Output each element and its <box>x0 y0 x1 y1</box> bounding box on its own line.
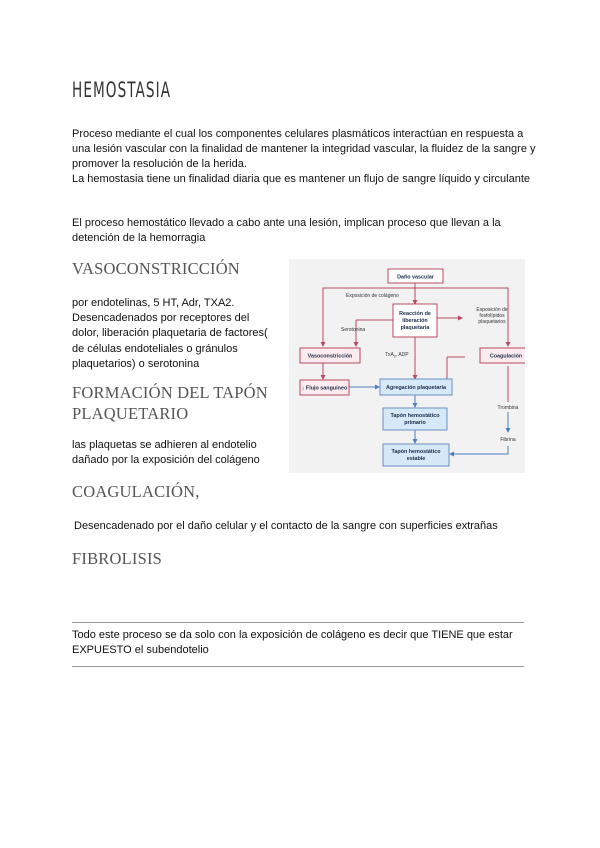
hemostasis-diagram <box>289 259 525 473</box>
node-reaccion-line-2: liberación <box>402 318 428 324</box>
label-exposicion-colageno: Exposición de colágeno <box>346 293 399 299</box>
label-txa: TxA$_2$, ADP <box>385 352 409 359</box>
label-fibrina: Fibrina <box>500 437 516 443</box>
divider-bottom <box>72 666 524 667</box>
node-reaccion-line-3: plaquetaria <box>400 325 430 331</box>
heading-vasoconstriccion: VASOCONSTRICCIÓN <box>72 259 240 278</box>
node-tapon-estable <box>383 444 449 466</box>
heading-coagulacion: COAGULACIÓN, <box>72 482 200 501</box>
node-tapon-primario-2: primario <box>404 420 426 426</box>
heading-fibrolisis: FIBROLISIS <box>72 549 163 568</box>
heading-tapon-plaquetario: FORMACIÓN DEL TAPÓN PLAQUETARIO <box>72 383 268 423</box>
node-reaccion-line-1: Reacción de <box>399 311 431 317</box>
label-trombina: Trombina <box>497 405 519 411</box>
label-fosfolipidos-3: plaquetarios <box>478 319 506 325</box>
node-agregacion-label: Agregación plaquetaria <box>386 385 446 391</box>
node-dano-vascular-label: Daño vascular <box>397 274 434 281</box>
vasoconstriccion-text: por endotelinas, 5 HT, Adr, TXA2. Desencadenados por receptores del dolor, liberación plaquetaria de factores( de células endoteliales o gránulos plaquetarios) o serotonina <box>72 297 268 370</box>
coagulacion-text: Desencadenado por el daño celular y el contacto de la sangre con superficies extrañas <box>74 520 498 532</box>
node-tapon-primario <box>383 408 447 430</box>
closing-note: Todo este proceso se da solo con la exposición de colágeno es decir que TIENE que estar EXPUESTO el subendotelio <box>72 629 513 657</box>
intro-paragraph-3: El proceso hemostático llevado a cabo ante una lesión, implican proceso que llevan a la detención de la hemorragia <box>72 217 501 245</box>
node-tapon-estable-2: estable <box>406 456 426 462</box>
node-coagulacion-label: Coagulación <box>489 353 523 360</box>
hemostasis-flowchart <box>289 259 525 473</box>
node-tapon-estable-1: Tapón hemostático <box>391 449 441 455</box>
intro-paragraph-2: La hemostasia tiene un finalidad diaria que es mantener un flujo de sangre líquido y circulante <box>72 173 531 185</box>
divider-top <box>72 622 524 623</box>
label-serotonina: Serotonina <box>341 327 366 333</box>
tapon-text: las plaquetas se adhieren al endotelio dañado por la exposición del colágeno <box>72 439 260 467</box>
node-vasoconstriccion-label: Vasoconstricción <box>307 353 353 360</box>
node-flujo-label: ↓ Flujo sanguíneo <box>301 385 348 392</box>
intro-paragraph-1: Proceso mediante el cual los componentes celulares plasmáticos interactúan en respuesta a una lesión vascular con la finalidad de mantener la integridad vascular, la fluidez de la sangre y promover la resolución de la herida. <box>72 128 536 171</box>
label-fosfolipidos-2: fosfolípidos <box>479 313 505 319</box>
page-title: HEMOSTASIA <box>72 78 172 102</box>
node-tapon-primario-1: Tapón hemostático <box>390 413 440 419</box>
label-fosfolipidos-1: Exposición de <box>476 307 508 313</box>
